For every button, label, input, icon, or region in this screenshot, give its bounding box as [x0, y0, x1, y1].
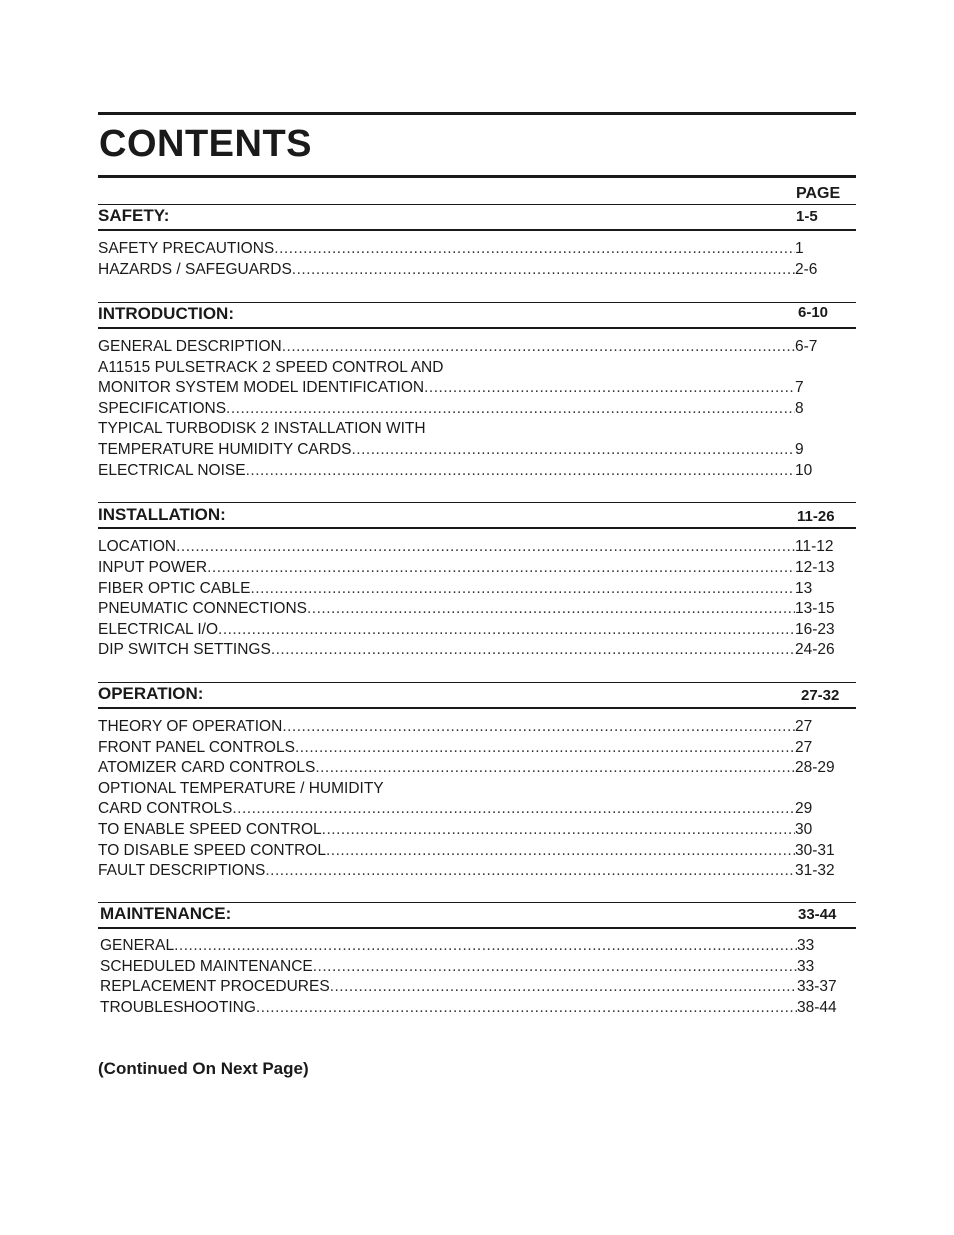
dot-leader	[250, 579, 795, 599]
dot-leader	[271, 640, 795, 660]
toc-entry[interactable]	[100, 977, 845, 997]
page-title: CONTENTS	[99, 123, 312, 165]
entry-label: DIP SWITCH SETTINGS	[98, 641, 271, 658]
toc-entry[interactable]	[98, 440, 843, 460]
entry-label: SAFETY PRECAUTIONS	[98, 240, 275, 257]
dot-leader	[218, 620, 795, 640]
dot-leader	[330, 977, 797, 997]
toc-entry[interactable]	[98, 378, 843, 398]
dot-leader	[313, 957, 797, 977]
section-rule-top	[98, 682, 856, 683]
section-range-maintenance: 33-44	[798, 906, 837, 923]
toc-entry[interactable]	[98, 337, 843, 357]
entry-label: ELECTRICAL I/O	[98, 621, 219, 638]
dot-leader	[274, 239, 795, 259]
entry-label: ATOMIZER CARD CONTROLS	[98, 759, 316, 776]
continued-note: (Continued On Next Page)	[98, 1059, 309, 1078]
toc-entry[interactable]	[98, 620, 843, 640]
dot-leader	[174, 936, 797, 956]
dot-leader	[307, 599, 795, 619]
toc-entry[interactable]	[98, 579, 843, 599]
entry-label: TEMPERATURE HUMIDITY CARDS	[98, 441, 352, 458]
dot-leader	[292, 260, 795, 280]
toc-entry[interactable]	[98, 537, 843, 557]
section-rule-bottom	[98, 327, 856, 329]
entry-page: 9	[795, 441, 804, 458]
entry-page: 29	[795, 800, 813, 817]
top-rule	[98, 112, 856, 115]
entry-page: 10	[795, 462, 813, 479]
entry-page: 33	[797, 937, 815, 954]
section-range-installation: 11-26	[797, 508, 835, 525]
entry-page: 1	[795, 240, 804, 257]
entry-page: 27	[795, 739, 813, 756]
toc-entry-continued-label: A11515 PULSETRACK 2 SPEED CONTROL AND	[98, 359, 444, 376]
entry-label: ELECTRICAL NOISE	[98, 462, 246, 479]
entry-label: INPUT POWER	[98, 559, 208, 576]
entry-label: PNEUMATIC CONNECTIONS	[98, 600, 307, 617]
entry-label: TROUBLESHOOTING	[100, 999, 256, 1016]
section-title-safety: SAFETY:	[98, 206, 170, 225]
dot-leader	[282, 717, 795, 737]
entry-label: TO ENABLE SPEED CONTROL	[98, 821, 322, 838]
toc-entry[interactable]	[100, 998, 845, 1018]
dot-leader	[295, 738, 795, 758]
toc-entry-continued-label: OPTIONAL TEMPERATURE / HUMIDITY	[98, 780, 384, 797]
dot-leader	[226, 399, 795, 419]
entry-page: 2-6	[795, 261, 818, 278]
entry-label: MONITOR SYSTEM MODEL IDENTIFICATION	[98, 379, 425, 396]
section-rule-top	[98, 302, 856, 303]
dot-leader	[232, 799, 795, 819]
entry-page: 27	[795, 718, 813, 735]
section-range-safety: 1-5	[796, 208, 818, 225]
entry-label: HAZARDS / SAFEGUARDS	[98, 261, 292, 278]
dot-leader	[322, 820, 795, 840]
entry-label: CARD CONTROLS	[98, 800, 233, 817]
entry-label: REPLACEMENT PROCEDURES	[100, 978, 330, 995]
entry-page: 11-12	[795, 538, 834, 555]
dot-leader	[315, 758, 795, 778]
section-rule-top	[98, 502, 856, 503]
toc-entry[interactable]	[98, 841, 843, 861]
dot-leader	[207, 558, 795, 578]
entry-page: 13-15	[795, 600, 835, 617]
toc-entry[interactable]	[98, 758, 843, 778]
entry-label: SCHEDULED MAINTENANCE	[100, 958, 313, 975]
entry-page: 24-26	[795, 641, 835, 658]
entry-page: 6-7	[795, 338, 818, 355]
title-rule	[98, 175, 856, 178]
entry-page: 30-31	[795, 842, 835, 859]
entry-label: THEORY OF OPERATION	[98, 718, 283, 735]
dot-leader	[265, 861, 795, 881]
entry-page: 33	[797, 958, 815, 975]
entry-label: FAULT DESCRIPTIONS	[98, 862, 266, 879]
entry-label: LOCATION	[98, 538, 177, 555]
section-range-operation: 27-32	[801, 687, 840, 704]
toc-entry[interactable]	[98, 820, 843, 840]
toc-entry[interactable]	[100, 957, 845, 977]
toc-entry[interactable]	[98, 738, 843, 758]
section-rule-bottom	[98, 707, 856, 709]
dot-leader	[351, 440, 795, 460]
entry-label: GENERAL DESCRIPTION	[98, 338, 282, 355]
toc-entry[interactable]	[98, 599, 843, 619]
section-title-operation: OPERATION:	[98, 684, 204, 703]
section-title-introduction: INTRODUCTION:	[98, 304, 234, 323]
section-title-installation: INSTALLATION:	[98, 505, 226, 524]
entry-label: TO DISABLE SPEED CONTROL	[98, 842, 326, 859]
entry-page: 12-13	[795, 559, 835, 576]
dot-leader	[424, 378, 795, 398]
entry-page: 38-44	[797, 999, 837, 1016]
section-title-maintenance: MAINTENANCE:	[100, 904, 232, 923]
toc-entry[interactable]	[98, 640, 843, 660]
entry-page: 13	[795, 580, 813, 597]
dot-leader	[246, 461, 795, 481]
toc-entry[interactable]	[98, 717, 843, 737]
entry-label: SPECIFICATIONS	[98, 400, 227, 417]
entry-page: 30	[795, 821, 813, 838]
entry-label: FRONT PANEL CONTROLS	[98, 739, 295, 756]
section-rule-bottom	[98, 927, 856, 929]
section-rule-top	[98, 902, 856, 903]
dot-leader	[176, 537, 795, 557]
section-rule-bottom	[98, 229, 856, 231]
entry-page: 31-32	[795, 862, 835, 879]
toc-entry[interactable]	[100, 936, 845, 956]
page-column-header: PAGE	[796, 185, 841, 202]
section-rule-top	[98, 204, 856, 205]
dot-leader	[282, 337, 795, 357]
toc-entry-continued-label: TYPICAL TURBODISK 2 INSTALLATION WITH	[98, 420, 426, 437]
toc-entry[interactable]	[98, 239, 843, 259]
toc-entry[interactable]	[98, 861, 843, 881]
entry-page: 16-23	[795, 621, 835, 638]
toc-entry[interactable]	[98, 799, 843, 819]
entry-label: FIBER OPTIC CABLE	[98, 580, 251, 597]
entry-label: GENERAL	[100, 937, 175, 954]
dot-leader	[256, 998, 797, 1018]
entry-page: 7	[795, 379, 804, 396]
entry-page: 28-29	[795, 759, 835, 776]
entry-page: 33-37	[797, 978, 837, 995]
toc-entry[interactable]	[98, 399, 843, 419]
dot-leader	[326, 841, 795, 861]
entry-page: 8	[795, 400, 804, 417]
section-rule-bottom	[98, 527, 856, 529]
toc-entry[interactable]	[98, 558, 843, 578]
toc-entry[interactable]	[98, 260, 843, 280]
toc-entry[interactable]	[98, 461, 843, 481]
section-range-introduction: 6-10	[798, 304, 829, 321]
